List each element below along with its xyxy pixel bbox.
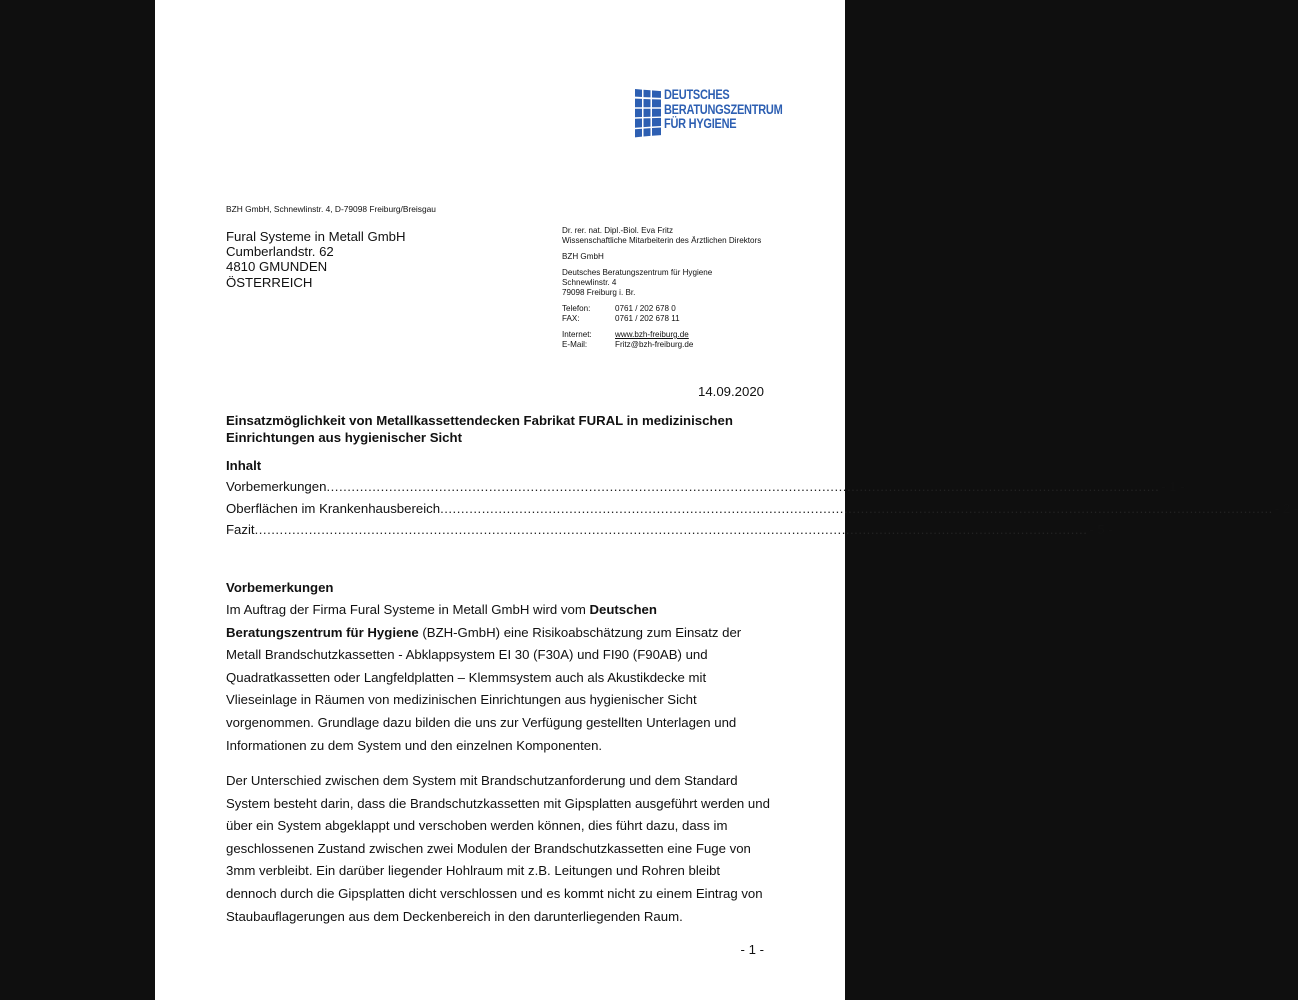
recipient-address [226, 229, 406, 290]
toc-leader: ........................................................................................................................................................................................................ [254, 522, 1088, 537]
fax-label: FAX: [562, 314, 580, 323]
email-value: Fritz@bzh-freiburg.de [615, 340, 694, 349]
paragraph-1-text-c: (BZH-GmbH) eine Risikoabschätzung zum Einsatz der Metall Brandschutzkassetten - Abklappsystem EI 30 (F30A) und FI90 (F90AB) und Quadratkassetten oder Langfeldplatten – Klemmsystem auch als Akustikdecke mit Vlieseinlage in Räumen von medizinischen Einrichtungen aus hygienischer Sicht vorgenommen. Grundlage dazu bilden die uns zur Verfügung gestellten Unterlagen und Informationen zu dem System und den einzelnen Komponenten. [226, 624, 742, 753]
logo-line-2: BERATUNGSZENTRUM [664, 101, 783, 117]
toc-entry-label: Fazit [226, 522, 255, 537]
document-page [155, 0, 1298, 1000]
phone-label: Telefon: [562, 304, 591, 313]
phone-value: 0761 / 202 678 0 [615, 304, 676, 313]
toc-entry-page: - 1 - [1161, 479, 1185, 494]
paragraph-1-text-a: Im Auftrag der Firma Fural Systeme in Metall GmbH wird vom [226, 602, 590, 617]
toc-leader: ........................................................................................................................................................................................................ [440, 500, 1273, 516]
toc-entry[interactable] [226, 500, 1298, 523]
page-number: - 1 - [740, 942, 764, 957]
email-label: E-Mail: [562, 340, 588, 349]
contact-email-row [562, 340, 761, 350]
toc-heading: Inhalt [226, 458, 262, 473]
paragraph-2: Der Unterschied zwischen dem System mit Brandschutzanforderung und dem Standard System besteht darin, dass die Brandschutzkassetten mit Gipsplatten ausgeführt werden und über ein System abgeklappt und verschoben werden können, dies führt dazu, dass im geschlossenen Zustand zwischen zwei Modulen der Brandschutzkassetten eine Fuge von 3mm verbleibt. Ein darüber liegender Hohlraum mit z.B. Leitungen und Rohren bleibt dennoch durch die Gipsplatten dicht verschlossen und es kommt nicht zu einem Eintrag von Staubauflagerungen aus dem Deckenbereich in den darunterliegenden Raum. [226, 773, 770, 924]
contact-fax-row [562, 314, 761, 324]
internet-label: Internet: [562, 330, 592, 339]
recipient-city: 4810 GMUNDEN [226, 259, 328, 275]
toc-entry-page: - 2 - [1274, 500, 1298, 516]
contact-address-line: Deutsches Beratungszentrum für Hygiene [562, 268, 713, 277]
sender-line: BZH GmbH, Schnewlinstr. 4, D-79098 Freiburg/Breisgau [226, 204, 436, 214]
table-of-contents [226, 479, 1298, 544]
paragraph-1-bold: Deutschen Beratungszentrum für Hygiene [226, 602, 657, 640]
fax-value: 0761 / 202 678 11 [615, 314, 680, 323]
contact-internet-row [562, 330, 761, 340]
contact-address-line: 79098 Freiburg i. Br. [562, 288, 636, 297]
contact-name: Dr. rer. nat. Dipl.-Biol. Eva Fritz [562, 226, 674, 235]
toc-entry-page: - 5 - [1089, 522, 1113, 537]
bzh-logo [635, 88, 795, 140]
logo-grid-icon [635, 88, 662, 138]
toc-entry-label: Oberflächen im Krankenhausbereich [226, 500, 441, 516]
contact-phone-row [562, 304, 761, 314]
recipient-company: Fural Systeme in Metall GmbH [226, 229, 406, 244]
toc-leader: ........................................................................................................................................................................................................ [326, 479, 1160, 494]
contact-company: BZH GmbH [562, 252, 604, 261]
contact-block [562, 226, 761, 350]
contact-address-line: Schnewlinstr. 4 [562, 278, 617, 287]
section-heading: Vorbemerkungen [226, 580, 334, 595]
logo-line-3: FÜR HYGIENE [664, 116, 737, 131]
website-link[interactable]: www.bzh-freiburg.de [615, 330, 689, 339]
recipient-country: ÖSTERREICH [226, 274, 313, 290]
document-title: Einsatzmöglichkeit von Metallkassettendecken Fabrikat FURAL in medizinischen Einrichtungen aus hygienischer Sicht [226, 413, 733, 445]
contact-role: Wissenschaftliche Mitarbeiterin des Ärztlichen Direktors [562, 236, 762, 245]
toc-entry[interactable] [226, 479, 1185, 501]
paragraph-1 [226, 599, 771, 757]
logo-line-1: DEUTSCHES [664, 87, 730, 102]
recipient-street: Cumberlandstr. 62 [226, 244, 334, 260]
toc-entry[interactable] [226, 522, 1113, 544]
toc-entry-label: Vorbemerkungen [226, 479, 327, 494]
letter-date: 14.09.2020 [697, 384, 764, 399]
